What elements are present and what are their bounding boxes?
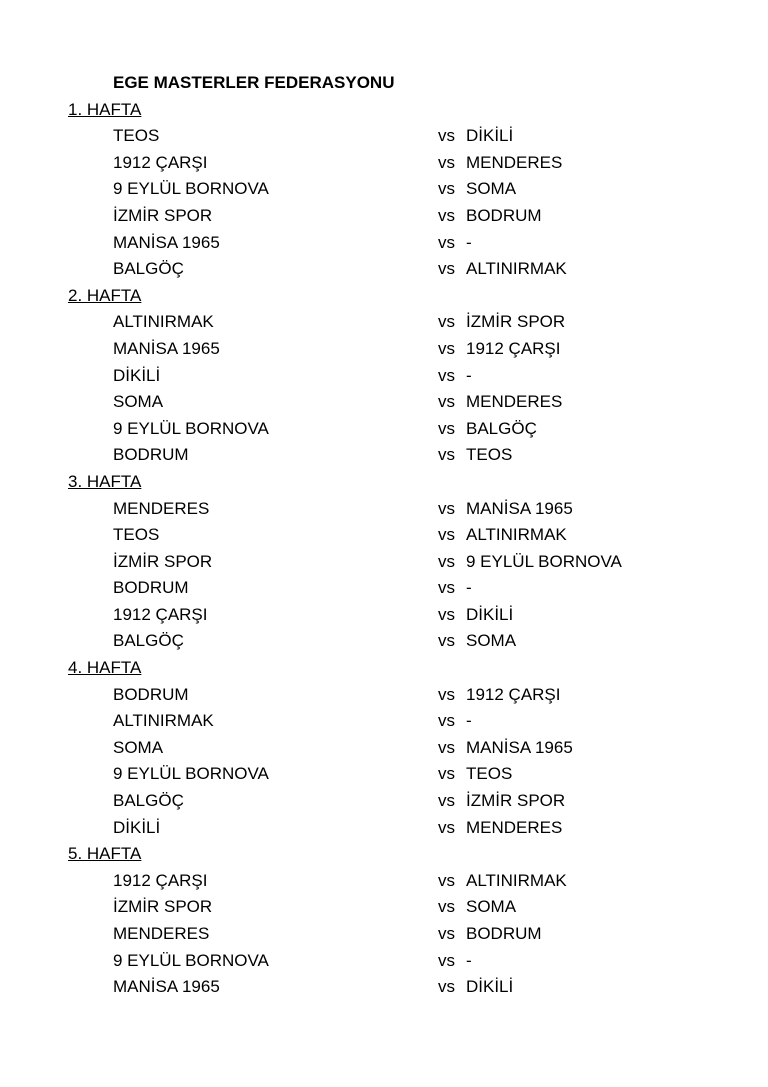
home-team: BODRUM (113, 578, 189, 598)
week-section (68, 469, 708, 655)
away-team: TEOS (466, 445, 513, 465)
vs-label: vs (438, 312, 455, 332)
home-team: BALGÖÇ (113, 259, 184, 279)
vs-label: vs (438, 525, 455, 545)
week-heading: 5. HAFTA (68, 844, 142, 864)
away-team: İZMİR SPOR (466, 791, 566, 811)
away-team: MENDERES (466, 817, 563, 837)
vs-label: vs (438, 897, 455, 917)
home-team: İZMİR SPOR (113, 897, 213, 917)
home-team: 1912 ÇARŞI (113, 870, 208, 890)
home-team: MENDERES (113, 498, 210, 518)
match-row (68, 123, 708, 150)
match-row (68, 602, 708, 629)
vs-label: vs (438, 924, 455, 943)
home-team: 9 EYLÜL BORNOVA (113, 179, 269, 199)
vs-label: vs (438, 551, 455, 571)
week-heading: 3. HAFTA (68, 471, 142, 491)
home-team: DİKİLİ (113, 817, 161, 837)
vs-label: vs (438, 578, 455, 598)
home-team: MENDERES (113, 924, 210, 943)
document-title: EGE MASTERLER FEDERASYONU (113, 73, 395, 92)
home-team: BALGÖÇ (113, 631, 184, 651)
week-heading: 2. HAFTA (68, 285, 142, 305)
home-team: MANİSA 1965 (113, 977, 220, 997)
week-section (68, 841, 708, 1001)
home-team: 9 EYLÜL BORNOVA (113, 418, 269, 438)
away-team: 1912 ÇARŞI (466, 338, 561, 358)
away-team: ALTINIRMAK (466, 870, 567, 890)
home-team: 9 EYLÜL BORNOVA (113, 764, 269, 784)
away-team: SOMA (466, 897, 517, 917)
match-row (68, 974, 708, 1001)
away-team: SOMA (466, 631, 517, 651)
vs-label: vs (438, 205, 455, 225)
away-team: - (466, 711, 472, 731)
away-team: DİKİLİ (466, 604, 514, 624)
vs-label: vs (438, 604, 455, 624)
match-row (68, 788, 708, 815)
home-team: DİKİLİ (113, 365, 161, 385)
match-row (68, 815, 708, 842)
match-row (68, 230, 708, 257)
match-row (68, 442, 708, 469)
home-team: TEOS (113, 126, 160, 146)
home-team: BODRUM (113, 445, 189, 465)
vs-label: vs (438, 950, 455, 970)
match-row (68, 336, 708, 363)
match-row (68, 256, 708, 283)
vs-label: vs (438, 126, 455, 146)
vs-label: vs (438, 418, 455, 438)
away-team: 9 EYLÜL BORNOVA (466, 551, 622, 571)
week-heading: 1. HAFTA (68, 99, 142, 119)
away-team: İZMİR SPOR (466, 312, 566, 332)
away-team: BODRUM (466, 924, 542, 943)
vs-label: vs (438, 152, 455, 172)
vs-label: vs (438, 365, 455, 385)
away-team: ALTINIRMAK (466, 525, 567, 545)
match-row (68, 363, 708, 390)
home-team: TEOS (113, 525, 160, 545)
away-team: - (466, 578, 472, 598)
match-row (68, 309, 708, 336)
vs-label: vs (438, 870, 455, 890)
home-team: ALTINIRMAK (113, 711, 214, 731)
away-team: TEOS (466, 764, 513, 784)
match-row (68, 868, 708, 895)
vs-label: vs (438, 498, 455, 518)
away-team: BODRUM (466, 205, 542, 225)
match-row (68, 176, 708, 203)
away-team: - (466, 365, 472, 385)
match-row (68, 948, 708, 975)
vs-label: vs (438, 737, 455, 757)
match-row (68, 735, 708, 762)
vs-label: vs (438, 259, 455, 279)
week-section (68, 283, 708, 469)
away-team: MANİSA 1965 (466, 498, 573, 518)
match-row (68, 416, 708, 443)
vs-label: vs (438, 711, 455, 731)
away-team: 1912 ÇARŞI (466, 684, 561, 704)
vs-label: vs (438, 791, 455, 811)
home-team: 9 EYLÜL BORNOVA (113, 950, 269, 970)
away-team: MENDERES (466, 392, 563, 412)
weeks-list (68, 97, 708, 1001)
match-row (68, 761, 708, 788)
match-row (68, 549, 708, 576)
away-team: - (466, 232, 472, 252)
match-row (68, 708, 708, 735)
match-row (68, 575, 708, 602)
week-section (68, 655, 708, 841)
away-team: ALTINIRMAK (466, 259, 567, 279)
home-team: 1912 ÇARŞI (113, 152, 208, 172)
vs-label: vs (438, 684, 455, 704)
fixture-document (68, 70, 708, 1001)
vs-label: vs (438, 392, 455, 412)
home-team: BODRUM (113, 684, 189, 704)
vs-label: vs (438, 631, 455, 651)
home-team: MANİSA 1965 (113, 338, 220, 358)
vs-label: vs (438, 232, 455, 252)
vs-label: vs (438, 338, 455, 358)
away-team: - (466, 950, 472, 970)
away-team: DİKİLİ (466, 977, 514, 997)
home-team: BALGÖÇ (113, 791, 184, 811)
match-row (68, 921, 708, 948)
vs-label: vs (438, 445, 455, 465)
match-row (68, 389, 708, 416)
match-row (68, 628, 708, 655)
week-section (68, 97, 708, 283)
vs-label: vs (438, 764, 455, 784)
vs-label: vs (438, 179, 455, 199)
home-team: ALTINIRMAK (113, 312, 214, 332)
home-team: 1912 ÇARŞI (113, 604, 208, 624)
home-team: İZMİR SPOR (113, 551, 213, 571)
match-row (68, 894, 708, 921)
match-row (68, 496, 708, 523)
match-row (68, 522, 708, 549)
away-team: BALGÖÇ (466, 418, 537, 438)
home-team: İZMİR SPOR (113, 205, 213, 225)
away-team: MENDERES (466, 152, 563, 172)
home-team: SOMA (113, 392, 164, 412)
week-heading: 4. HAFTA (68, 658, 142, 678)
away-team: SOMA (466, 179, 517, 199)
vs-label: vs (438, 977, 455, 997)
match-row (68, 203, 708, 230)
away-team: DİKİLİ (466, 126, 514, 146)
home-team: MANİSA 1965 (113, 232, 220, 252)
away-team: MANİSA 1965 (466, 737, 573, 757)
home-team: SOMA (113, 737, 164, 757)
match-row (68, 150, 708, 177)
vs-label: vs (438, 817, 455, 837)
match-row (68, 682, 708, 709)
